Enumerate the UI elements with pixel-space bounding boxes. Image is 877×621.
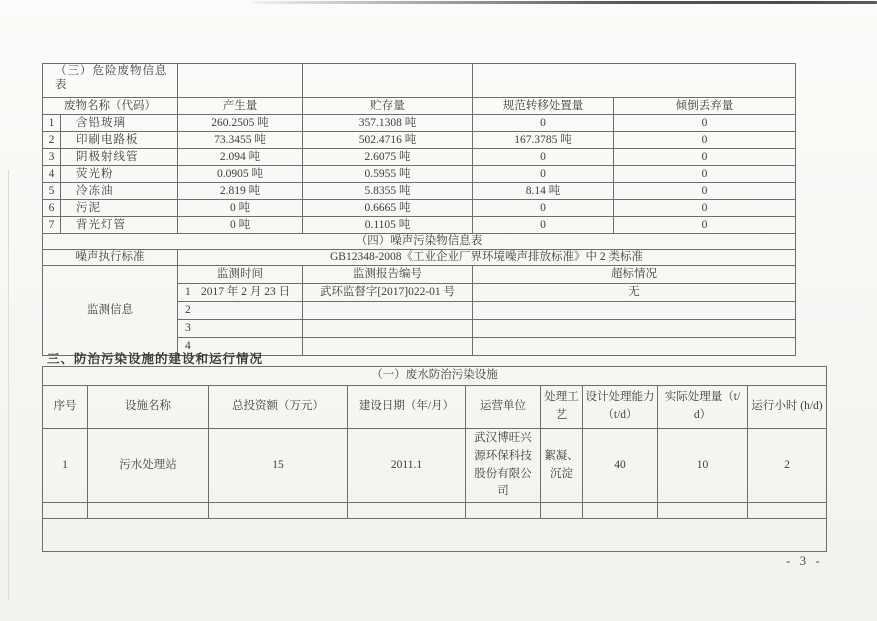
hazardous-row — [43, 148, 796, 165]
transferred-amount: 8.14 吨 — [473, 182, 614, 199]
design-capacity: 40 — [583, 429, 658, 503]
stored-amount: 0.5955 吨 — [303, 165, 473, 182]
hazardous-table-title: （三）危险废物信息表 — [43, 64, 178, 98]
dumped-amount: 0 — [614, 114, 796, 131]
produced-amount: 0.0905 吨 — [178, 165, 303, 182]
report-number — [303, 319, 473, 337]
wastewater-empty-row — [43, 503, 827, 519]
noise-standard-row — [43, 249, 796, 265]
empty-cell — [541, 503, 583, 519]
hazardous-waste-table — [42, 63, 796, 356]
empty-cell — [658, 503, 748, 519]
wastewater-table-title: （一）废水防治污染设施 — [43, 367, 827, 386]
row-number: 4 — [185, 340, 191, 353]
monitor-time — [178, 301, 303, 319]
actual-amount: 10 — [658, 429, 748, 503]
produced-amount: 2.094 吨 — [178, 148, 303, 165]
exceedance-status: 无 — [473, 283, 796, 301]
wastewater-footer-row — [43, 519, 827, 552]
hazardous-header-row — [43, 97, 796, 114]
hazardous-title-row — [43, 64, 796, 98]
col-header-report-no: 监测报告编号 — [303, 265, 473, 283]
waste-name: 印刷电路板 — [61, 131, 178, 148]
transferred-amount: 167.3785 吨 — [473, 131, 614, 148]
wastewater-facility-table — [42, 366, 827, 552]
empty-cell — [466, 503, 541, 519]
hazardous-row — [43, 131, 796, 148]
col-header-facility-name: 设施名称 — [88, 386, 209, 429]
empty-cell — [748, 503, 827, 519]
col-header-process: 处理工艺 — [541, 386, 583, 429]
monitor-time — [178, 319, 303, 337]
exceedance-status — [473, 301, 796, 319]
stored-amount: 5.8355 吨 — [303, 182, 473, 199]
monitor-date: 2017 年 2 月 23 日 — [201, 286, 291, 299]
stored-amount: 0.1105 吨 — [303, 216, 473, 233]
waste-name: 背光灯管 — [61, 216, 178, 233]
empty-cell — [88, 503, 209, 519]
investment-amount: 15 — [209, 429, 348, 503]
row-number: 5 — [43, 182, 61, 199]
exceedance-status — [473, 319, 796, 337]
dumped-amount: 0 — [614, 182, 796, 199]
row-number: 1 — [185, 286, 191, 299]
empty-cell — [583, 503, 658, 519]
produced-amount: 0 吨 — [178, 216, 303, 233]
waste-name: 荧光粉 — [61, 165, 178, 182]
row-number: 2 — [185, 304, 191, 317]
operator-name: 武汉博旺兴源环保科技股份有限公司 — [466, 429, 541, 503]
hazardous-row — [43, 199, 796, 216]
row-number: 2 — [43, 131, 61, 148]
waste-name: 阴极射线管 — [61, 148, 178, 165]
col-header-monitor-time: 监测时间 — [178, 265, 303, 283]
produced-amount: 260.2505 吨 — [178, 114, 303, 131]
exceedance-status — [473, 337, 796, 355]
transferred-amount: 0 — [473, 165, 614, 182]
col-header-exceedance: 超标情况 — [473, 265, 796, 283]
stored-amount: 0.6665 吨 — [303, 199, 473, 216]
section-heading: 三、防治污染设施的建设和运行情况 — [47, 352, 264, 366]
row-number: 6 — [43, 199, 61, 216]
col-header-stored: 贮存量 — [303, 97, 473, 114]
run-hours: 2 — [748, 429, 827, 503]
empty-cell — [209, 503, 348, 519]
noise-standard-label: 噪声执行标准 — [43, 249, 178, 265]
wastewater-row — [43, 429, 827, 503]
hazardous-row — [43, 165, 796, 182]
row-number: 1 — [43, 114, 61, 131]
row-number: 7 — [43, 216, 61, 233]
transferred-amount: 0 — [473, 114, 614, 131]
waste-name: 污泥 — [61, 199, 178, 216]
empty-cell — [43, 519, 827, 552]
row-number: 4 — [43, 165, 61, 182]
empty-cell — [303, 64, 473, 98]
col-header-run-hours: 运行小时 (h/d) — [748, 386, 827, 429]
row-number: 3 — [185, 322, 191, 335]
scan-edge-artifact-left — [8, 170, 9, 600]
hazardous-row — [43, 114, 796, 131]
transferred-amount: 0 — [473, 148, 614, 165]
col-header-investment: 总投资额（万元） — [209, 386, 348, 429]
report-number — [303, 301, 473, 319]
empty-cell — [348, 503, 466, 519]
monitor-time — [178, 283, 303, 301]
empty-cell — [473, 64, 796, 98]
transferred-amount: 0 — [473, 199, 614, 216]
col-header-operator: 运营单位 — [466, 386, 541, 429]
dumped-amount: 0 — [614, 148, 796, 165]
empty-cell — [43, 503, 88, 519]
noise-title-row — [43, 233, 796, 249]
transferred-amount: 0 — [473, 216, 614, 233]
stored-amount: 502.4716 吨 — [303, 131, 473, 148]
report-number — [303, 337, 473, 355]
stored-amount: 357.1308 吨 — [303, 114, 473, 131]
col-header-seq: 序号 — [43, 386, 88, 429]
noise-standard-value: GB12348-2008《工业企业厂界环境噪声排放标准》中 2 类标准 — [178, 249, 796, 265]
produced-amount: 0 吨 — [178, 199, 303, 216]
treatment-process: 絮凝、沉淀 — [541, 429, 583, 503]
scan-edge-artifact-top — [252, 1, 877, 4]
col-header-actual-amount: 实际处理量（t/d） — [658, 386, 748, 429]
dumped-amount: 0 — [614, 165, 796, 182]
col-header-produced: 产生量 — [178, 97, 303, 114]
row-number: 3 — [43, 148, 61, 165]
col-header-transferred: 规范转移处置量 — [473, 97, 614, 114]
dumped-amount: 0 — [614, 216, 796, 233]
col-header-design-capacity: 设计处理能力（t/d） — [583, 386, 658, 429]
row-number: 1 — [43, 429, 88, 503]
page-number: - 3 - — [786, 553, 823, 568]
waste-name: 冷冻油 — [61, 182, 178, 199]
monitor-header-row — [43, 265, 796, 283]
produced-amount: 73.3455 吨 — [178, 131, 303, 148]
wastewater-title-row — [43, 367, 827, 386]
monitor-info-label: 监测信息 — [43, 265, 178, 355]
stored-amount: 2.6075 吨 — [303, 148, 473, 165]
build-date: 2011.1 — [348, 429, 466, 503]
dumped-amount: 0 — [614, 199, 796, 216]
col-header-waste-name: 废物名称（代码） — [43, 97, 178, 114]
noise-table-title: （四）噪声污染物信息表 — [43, 233, 796, 249]
dumped-amount: 0 — [614, 131, 796, 148]
empty-cell — [178, 64, 303, 98]
hazardous-row — [43, 216, 796, 233]
col-header-build-date: 建设日期（年/月） — [348, 386, 466, 429]
facility-name: 污水处理站 — [88, 429, 209, 503]
waste-name: 含铅玻璃 — [61, 114, 178, 131]
col-header-dumped: 倾倒丢弃量 — [614, 97, 796, 114]
report-number: 武环监督字[2017]022-01 号 — [303, 283, 473, 301]
wastewater-header-row — [43, 386, 827, 429]
produced-amount: 2.819 吨 — [178, 182, 303, 199]
hazardous-row — [43, 182, 796, 199]
